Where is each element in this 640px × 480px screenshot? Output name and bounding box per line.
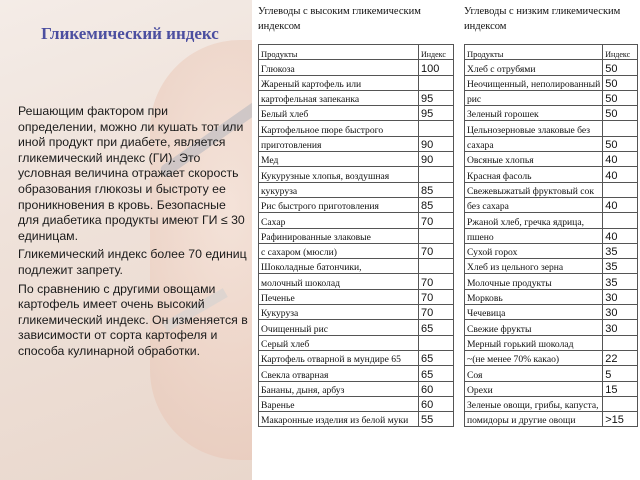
product-name-cell: рис bbox=[465, 90, 603, 105]
product-name-cell: приготовления bbox=[259, 136, 419, 151]
product-name-cell: Макаронные изделия из белой муки bbox=[259, 412, 419, 427]
table-row bbox=[465, 335, 638, 350]
table-row bbox=[259, 305, 454, 320]
product-name-cell: картофельная запеканка bbox=[259, 90, 419, 105]
table-header-row bbox=[259, 45, 454, 60]
gi-value-cell: 50 bbox=[603, 75, 638, 90]
gi-value-cell: 22 bbox=[603, 350, 638, 365]
gi-value-cell: 40 bbox=[603, 197, 638, 212]
body-text bbox=[18, 104, 248, 363]
table-row bbox=[465, 259, 638, 274]
product-name-cell: Бананы, дыня, арбуз bbox=[259, 381, 419, 396]
table-row bbox=[259, 228, 454, 243]
gi-value-cell bbox=[419, 228, 454, 243]
table-row bbox=[465, 243, 638, 258]
product-name-cell: без сахара bbox=[465, 197, 603, 212]
high-gi-table-heading: Углеводы с высоким гликемическим индексом bbox=[258, 6, 421, 32]
table-row bbox=[465, 289, 638, 304]
gi-value-cell bbox=[603, 335, 638, 350]
paragraph-1: Решающим фактором при определении, можно ли кушать тот или иной продукт при диабете, является гликемический индекс (ГИ). Это условная величина отражает скорость образования глюкозы и быстроту ее проникновения в кровь. Безопасные для диабетика продукты имеют ГИ ≤ 30 единицам. bbox=[18, 104, 245, 243]
product-name-cell: Зеленый горошек bbox=[465, 106, 603, 121]
gi-value-cell: 70 bbox=[419, 213, 454, 228]
gi-value-cell bbox=[419, 167, 454, 182]
product-name-cell: Молочные продукты bbox=[465, 274, 603, 289]
table-row bbox=[465, 197, 638, 212]
product-name-cell: Мед bbox=[259, 152, 419, 167]
table-row bbox=[259, 381, 454, 396]
table-row bbox=[465, 75, 638, 90]
gi-value-cell bbox=[419, 121, 454, 136]
column-header-index: Индекс bbox=[419, 45, 454, 60]
table-row bbox=[259, 197, 454, 212]
product-name-cell: Картофель отварной в мундире 65 bbox=[259, 350, 419, 365]
gi-value-cell: 90 bbox=[419, 136, 454, 151]
gi-value-cell: 35 bbox=[603, 259, 638, 274]
table-row bbox=[465, 396, 638, 411]
product-name-cell: Хлеб из цельного зерна bbox=[465, 259, 603, 274]
gi-value-cell: 40 bbox=[603, 152, 638, 167]
table-row bbox=[259, 289, 454, 304]
table-row bbox=[259, 121, 454, 136]
product-name-cell: Картофельное пюре быстрого bbox=[259, 121, 419, 136]
gi-value-cell: 95 bbox=[419, 106, 454, 121]
product-name-cell: Морковь bbox=[465, 289, 603, 304]
product-name-cell: Рафинированные злаковые bbox=[259, 228, 419, 243]
product-name-cell: Белый хлеб bbox=[259, 106, 419, 121]
product-name-cell: молочный шоколад bbox=[259, 274, 419, 289]
gi-value-cell: 30 bbox=[603, 320, 638, 335]
product-name-cell: Свежевыжатый фруктовый сок bbox=[465, 182, 603, 197]
product-name-cell: Сахар bbox=[259, 213, 419, 228]
product-name-cell: Ржаной хлеб, гречка ядрица, bbox=[465, 213, 603, 228]
product-name-cell: Сухой горох bbox=[465, 243, 603, 258]
table-header-row bbox=[465, 45, 638, 60]
table-row bbox=[465, 213, 638, 228]
product-name-cell: Варенье bbox=[259, 396, 419, 411]
gi-value-cell: 65 bbox=[419, 366, 454, 381]
table-row bbox=[259, 90, 454, 105]
gi-value-cell: 55 bbox=[419, 412, 454, 427]
gi-value-cell: 100 bbox=[419, 60, 454, 75]
gi-value-cell: 30 bbox=[603, 305, 638, 320]
table-row bbox=[465, 152, 638, 167]
table-row bbox=[259, 259, 454, 274]
table-row bbox=[259, 350, 454, 365]
column-header-index: Индекс bbox=[603, 45, 638, 60]
gi-value-cell: 70 bbox=[419, 305, 454, 320]
paragraph-3: По сравнению с другими овощами картофель имеет очень высокий гликемический индекс. Он изменяется в зависимости от сорта картофеля и способа кулинарной обработки. bbox=[18, 281, 248, 358]
page-title: Гликемический индекс bbox=[41, 24, 219, 43]
product-name-cell: Серый хлеб bbox=[259, 335, 419, 350]
product-name-cell: Неочищенный, неполированный bbox=[465, 75, 603, 90]
table-row bbox=[259, 274, 454, 289]
product-name-cell: Шоколадные батончики, bbox=[259, 259, 419, 274]
table-row bbox=[465, 60, 638, 75]
table-row bbox=[465, 381, 638, 396]
gi-value-cell: 50 bbox=[603, 60, 638, 75]
table-row bbox=[259, 366, 454, 381]
table-row bbox=[259, 412, 454, 427]
gi-value-cell: 15 bbox=[603, 381, 638, 396]
table-row bbox=[465, 366, 638, 381]
table-row bbox=[259, 75, 454, 90]
product-name-cell: Орехи bbox=[465, 381, 603, 396]
gi-value-cell: 35 bbox=[603, 243, 638, 258]
gi-value-cell: 60 bbox=[419, 381, 454, 396]
high-gi-table-section bbox=[258, 4, 454, 427]
product-name-cell: Мерный горький шоколад bbox=[465, 335, 603, 350]
table-row bbox=[259, 320, 454, 335]
gi-value-cell bbox=[419, 75, 454, 90]
product-name-cell: Очищенный рис bbox=[259, 320, 419, 335]
product-name-cell: Овсяные хлопья bbox=[465, 152, 603, 167]
product-name-cell: Красная фасоль bbox=[465, 167, 603, 182]
gi-value-cell: 50 bbox=[603, 136, 638, 151]
product-name-cell: Цельнозерновые злаковые без bbox=[465, 121, 603, 136]
gi-value-cell: 40 bbox=[603, 228, 638, 243]
gi-value-cell: 70 bbox=[419, 243, 454, 258]
table-row bbox=[259, 152, 454, 167]
gi-value-cell: 85 bbox=[419, 197, 454, 212]
low-gi-table bbox=[464, 44, 638, 427]
table-row bbox=[465, 305, 638, 320]
table-row bbox=[465, 90, 638, 105]
gi-value-cell: 70 bbox=[419, 274, 454, 289]
product-name-cell: Рис быстрого приготовления bbox=[259, 197, 419, 212]
table-row bbox=[259, 60, 454, 75]
low-gi-table-heading: Углеводы с низким гликемическим индексом bbox=[464, 6, 621, 32]
product-name-cell: Соя bbox=[465, 366, 603, 381]
table-row bbox=[465, 167, 638, 182]
table-row bbox=[259, 167, 454, 182]
product-name-cell: помидоры и другие овощи bbox=[465, 412, 603, 427]
product-name-cell: Печенье bbox=[259, 289, 419, 304]
product-name-cell: кукуруза bbox=[259, 182, 419, 197]
gi-value-cell bbox=[603, 182, 638, 197]
gi-value-cell: 95 bbox=[419, 90, 454, 105]
gi-value-cell bbox=[419, 335, 454, 350]
product-name-cell: Жареный картофель или bbox=[259, 75, 419, 90]
gi-value-cell: 35 bbox=[603, 274, 638, 289]
paragraph-2: Гликемический индекс более 70 единиц подлежит запрету. bbox=[18, 247, 247, 277]
gi-value-cell: 65 bbox=[419, 350, 454, 365]
gi-value-cell: 85 bbox=[419, 182, 454, 197]
table-row bbox=[259, 106, 454, 121]
table-row bbox=[259, 243, 454, 258]
gi-value-cell: 50 bbox=[603, 90, 638, 105]
table-row bbox=[259, 396, 454, 411]
gi-value-cell bbox=[603, 396, 638, 411]
product-name-cell: Кукуруза bbox=[259, 305, 419, 320]
gi-value-cell: 5 bbox=[603, 366, 638, 381]
product-name-cell: Свежие фрукты bbox=[465, 320, 603, 335]
product-name-cell: Глюкоза bbox=[259, 60, 419, 75]
column-header-product: Продукты bbox=[259, 45, 419, 60]
gi-value-cell bbox=[603, 213, 638, 228]
table-row bbox=[465, 182, 638, 197]
gi-value-cell: 40 bbox=[603, 167, 638, 182]
table-row bbox=[259, 182, 454, 197]
table-row bbox=[465, 136, 638, 151]
table-row bbox=[259, 213, 454, 228]
table-row bbox=[465, 106, 638, 121]
table-row bbox=[465, 412, 638, 427]
table-row bbox=[259, 136, 454, 151]
gi-value-cell: >15 bbox=[603, 412, 638, 427]
product-name-cell: Кукурузные хлопья, воздушная bbox=[259, 167, 419, 182]
gi-value-cell bbox=[419, 259, 454, 274]
table-row bbox=[465, 274, 638, 289]
table-row bbox=[465, 228, 638, 243]
product-name-cell: Зеленые овощи, грибы, капуста, bbox=[465, 396, 603, 411]
gi-value-cell bbox=[603, 121, 638, 136]
product-name-cell: пшено bbox=[465, 228, 603, 243]
table-row bbox=[465, 121, 638, 136]
product-name-cell: Чечевица bbox=[465, 305, 603, 320]
high-gi-table bbox=[258, 44, 454, 427]
gi-value-cell: 30 bbox=[603, 289, 638, 304]
gi-value-cell: 65 bbox=[419, 320, 454, 335]
product-name-cell: Свекла отварная bbox=[259, 366, 419, 381]
gi-value-cell: 90 bbox=[419, 152, 454, 167]
table-row bbox=[465, 350, 638, 365]
product-name-cell: Хлеб с отрубями bbox=[465, 60, 603, 75]
table-row bbox=[465, 320, 638, 335]
product-name-cell: сахара bbox=[465, 136, 603, 151]
gi-value-cell: 60 bbox=[419, 396, 454, 411]
gi-value-cell: 70 bbox=[419, 289, 454, 304]
low-gi-table-section bbox=[464, 4, 638, 427]
product-name-cell: ~(не менее 70% какао) bbox=[465, 350, 603, 365]
gi-value-cell: 50 bbox=[603, 106, 638, 121]
table-row bbox=[259, 335, 454, 350]
column-header-product: Продукты bbox=[465, 45, 603, 60]
product-name-cell: с сахаром (мюсли) bbox=[259, 243, 419, 258]
